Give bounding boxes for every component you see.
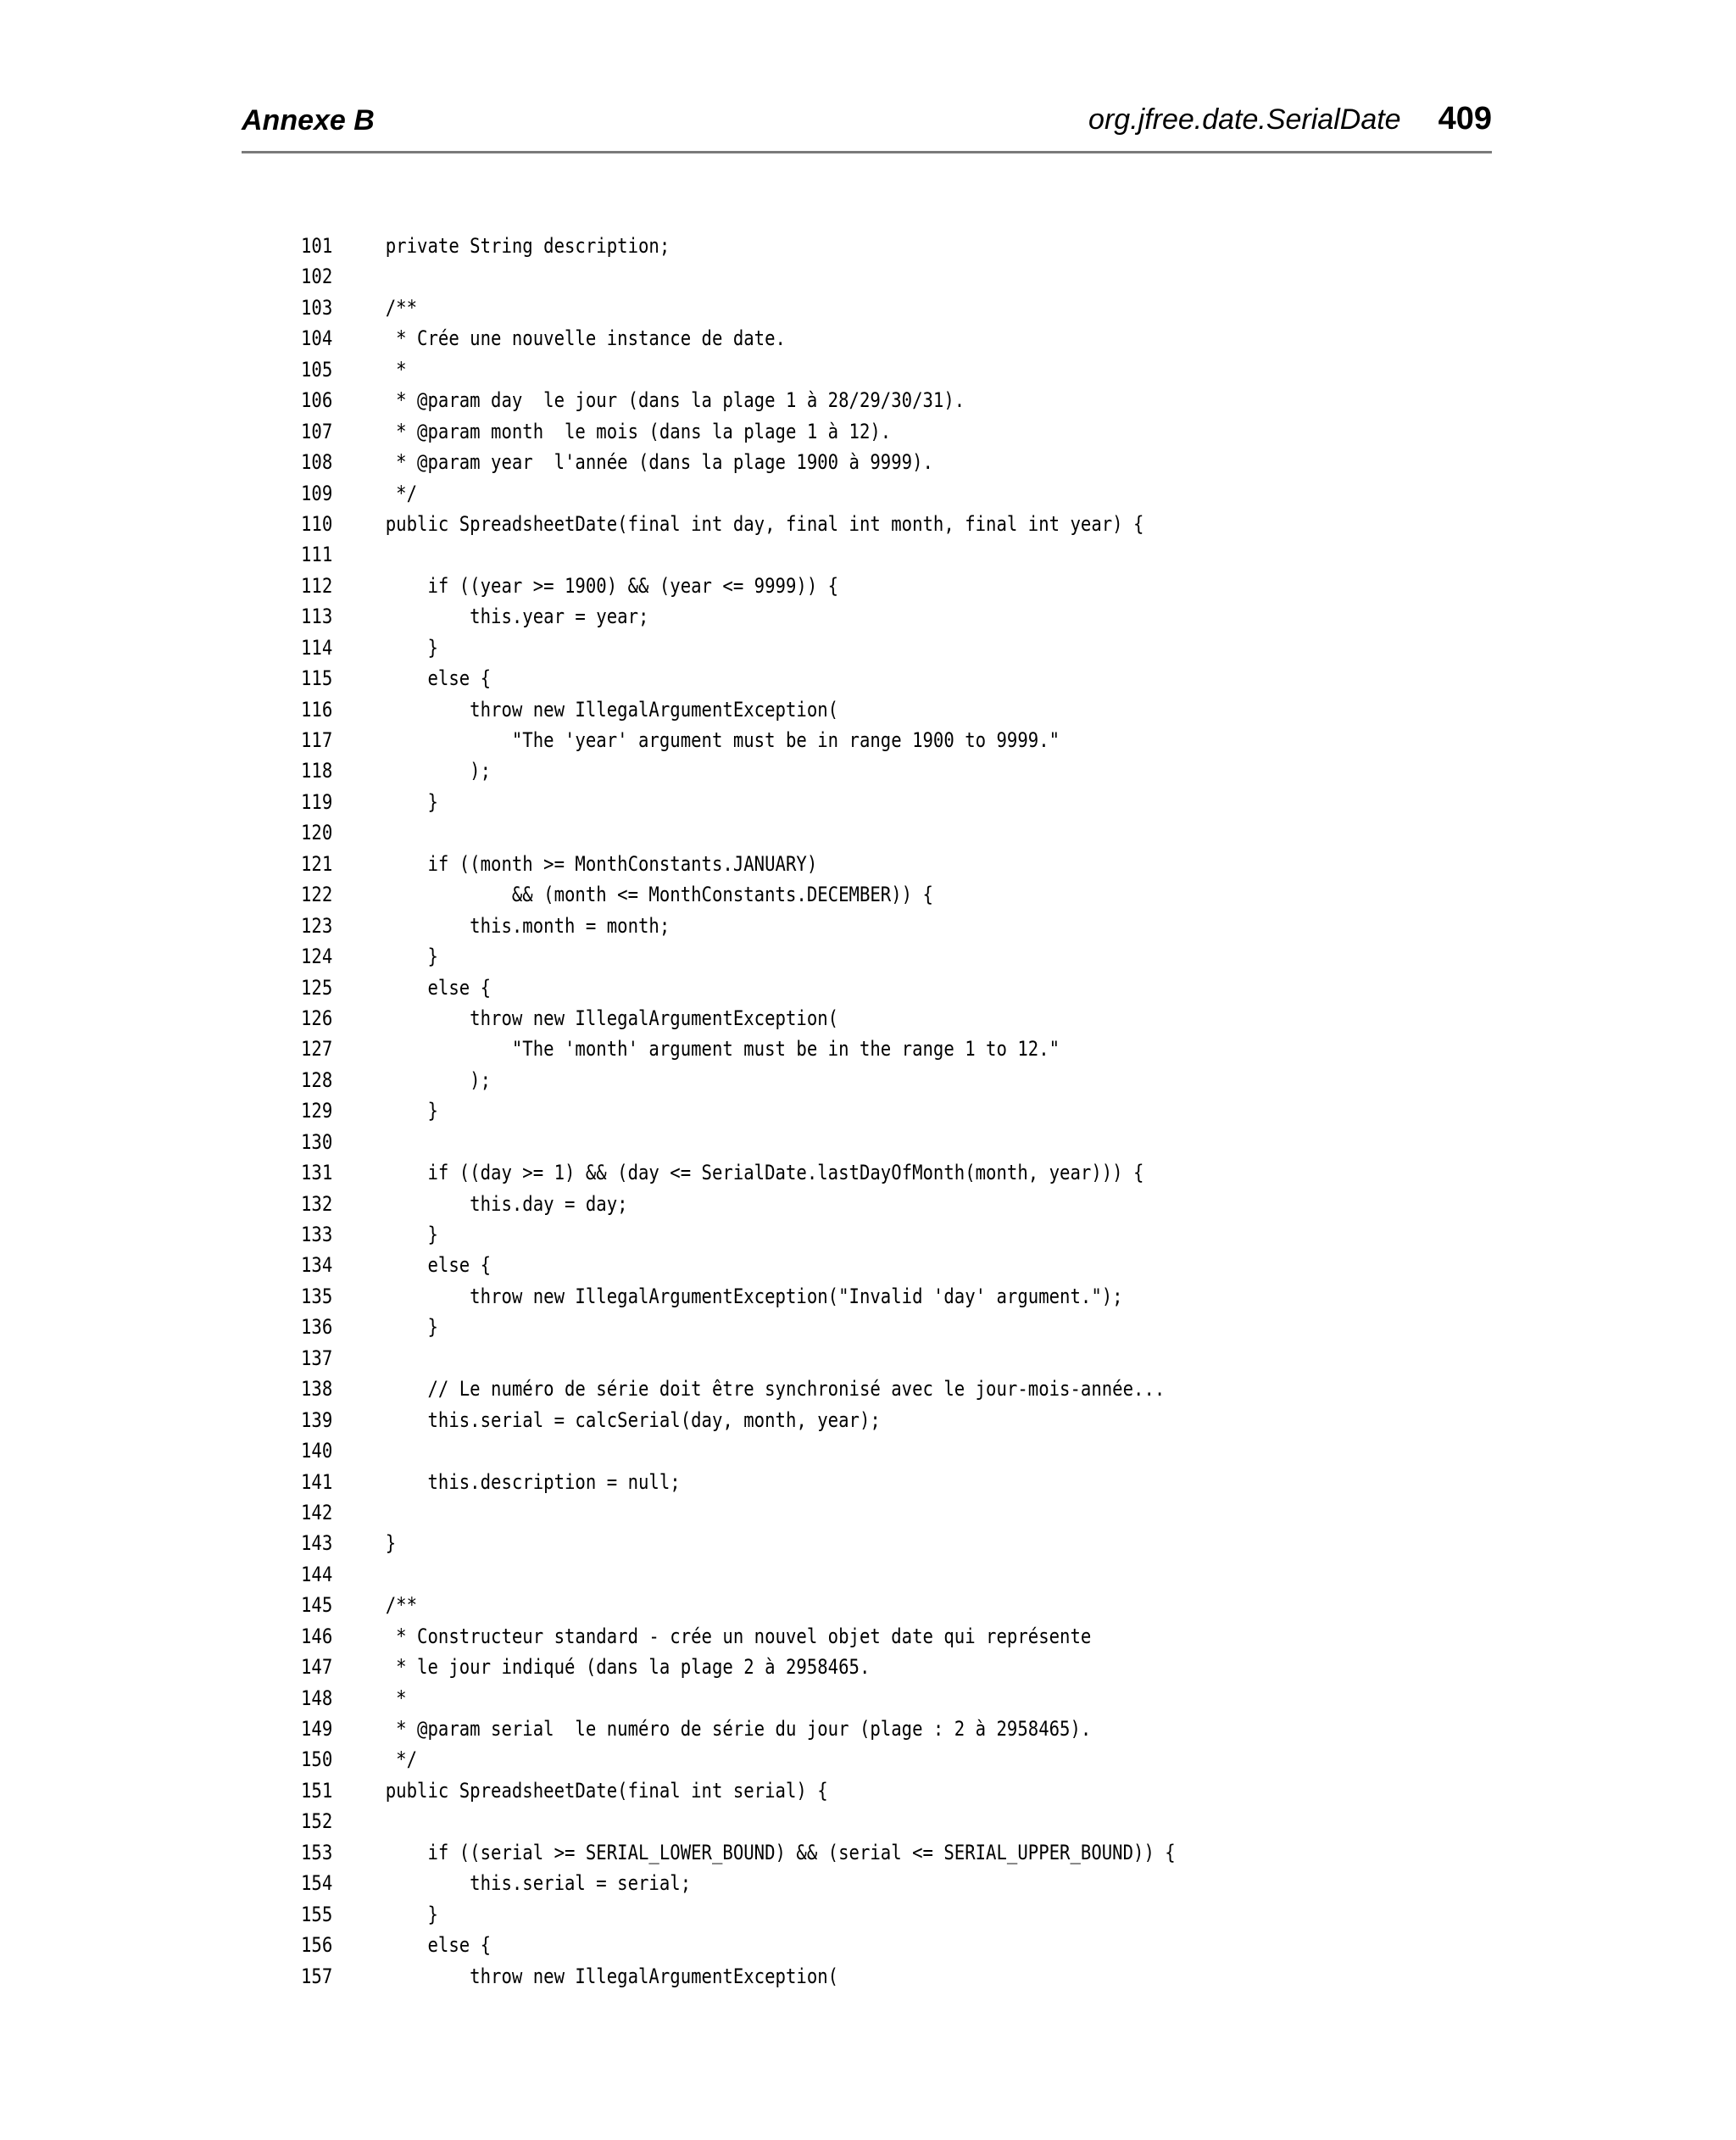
line-number: 126	[301, 1006, 333, 1030]
code-line	[301, 1528, 1380, 1558]
line-number: 113	[301, 605, 333, 629]
code-line	[301, 1343, 1380, 1374]
line-number: 107	[301, 419, 333, 443]
code-line	[301, 1899, 1380, 1930]
line-number: 102	[301, 265, 333, 289]
line-number: 148	[301, 1686, 333, 1710]
code-text: * @param month le mois (dans la plage 1 à 12).	[385, 419, 892, 443]
code-line	[301, 478, 1380, 509]
code-text: *	[385, 1686, 407, 1710]
line-number: 155	[301, 1902, 333, 1926]
code-line	[301, 1621, 1380, 1652]
code-line	[301, 261, 1380, 292]
code-text: throw new IllegalArgumentException(	[385, 697, 839, 722]
section-label: Annexe B	[242, 104, 375, 137]
running-title	[1088, 100, 1492, 138]
line-number: 150	[301, 1747, 333, 1772]
line-number: 115	[301, 666, 333, 691]
code-line	[301, 1775, 1380, 1806]
code-line	[301, 879, 1380, 910]
line-number: 104	[301, 326, 333, 351]
code-line	[301, 1374, 1380, 1404]
code-text: *	[385, 357, 407, 382]
code-text: */	[385, 1747, 418, 1772]
line-number: 138	[301, 1377, 333, 1402]
line-number: 136	[301, 1315, 333, 1340]
code-line	[301, 817, 1380, 848]
code-line	[301, 1127, 1380, 1157]
line-number: 117	[301, 728, 333, 752]
code-text: }	[385, 1902, 438, 1926]
code-text: this.serial = serial;	[385, 1871, 692, 1896]
code-text: throw new IllegalArgumentException("Invalid 'day' argument.");	[385, 1284, 1123, 1308]
code-line	[301, 539, 1380, 570]
line-number: 110	[301, 511, 333, 536]
code-line	[301, 849, 1380, 879]
code-text: );	[385, 1067, 492, 1092]
code-line	[301, 1806, 1380, 1836]
code-line	[301, 1868, 1380, 1898]
line-number: 131	[301, 1161, 333, 1185]
line-number: 112	[301, 573, 333, 598]
line-number: 108	[301, 450, 333, 475]
code-line	[301, 1652, 1380, 1682]
code-text: if ((serial >= SERIAL_LOWER_BOUND) && (serial <= SERIAL_UPPER_BOUND)) {	[385, 1840, 1176, 1864]
line-number: 146	[301, 1624, 333, 1648]
code-line	[301, 354, 1380, 385]
line-number: 116	[301, 697, 333, 722]
line-number: 132	[301, 1191, 333, 1216]
code-text: // Le numéro de série doit être synchronisé avec le jour-mois-année...	[385, 1377, 1166, 1402]
line-number: 133	[301, 1223, 333, 1246]
code-text: * @param serial le numéro de série du jour (plage : 2 à 2958465).	[385, 1717, 1092, 1741]
code-line	[301, 509, 1380, 539]
line-number: 125	[301, 975, 333, 1000]
code-line	[301, 571, 1380, 601]
code-listing	[301, 231, 1555, 1992]
code-line	[301, 1250, 1380, 1280]
code-line	[301, 755, 1380, 786]
code-line	[301, 1590, 1380, 1620]
code-line	[301, 787, 1380, 817]
code-text: * @param year l'année (dans la plage 1900 à 9999).	[385, 450, 933, 475]
code-line	[301, 1219, 1380, 1250]
line-number: 124	[301, 945, 333, 969]
line-number: 140	[301, 1439, 333, 1463]
code-text: }	[385, 1315, 438, 1340]
line-number: 141	[301, 1469, 333, 1494]
code-text: * Constructeur standard - crée un nouvel objet date qui représente	[385, 1624, 1092, 1648]
line-number: 129	[301, 1099, 333, 1123]
code-line	[301, 1467, 1380, 1497]
code-line	[301, 1961, 1380, 1992]
code-line	[301, 972, 1380, 1003]
code-line	[301, 1405, 1380, 1435]
line-number: 154	[301, 1871, 333, 1896]
code-text: if ((month >= MonthConstants.JANUARY)	[385, 851, 818, 876]
code-text: else {	[385, 975, 492, 1000]
code-text: this.month = month;	[385, 913, 670, 938]
line-number: 105	[301, 357, 333, 382]
code-text: "The 'year' argument must be in range 1900 to 9999."	[385, 728, 1060, 752]
code-line	[301, 1559, 1380, 1590]
code-line	[301, 416, 1380, 447]
line-number: 119	[301, 789, 333, 814]
code-text: && (month <= MonthConstants.DECEMBER)) {	[385, 883, 933, 907]
code-text: if ((day >= 1) && (day <= SerialDate.lastDayOfMonth(month, year))) {	[385, 1161, 1144, 1185]
code-line	[301, 633, 1380, 663]
code-text: this.serial = calcSerial(day, month, year);	[385, 1407, 881, 1432]
line-number: 157	[301, 1964, 333, 1988]
line-number: 135	[301, 1284, 333, 1308]
code-text: }	[385, 1223, 438, 1246]
code-text: }	[385, 635, 438, 660]
line-number: 142	[301, 1500, 333, 1524]
code-line	[301, 293, 1380, 323]
code-text: }	[385, 789, 438, 814]
code-text: this.day = day;	[385, 1191, 628, 1216]
code-line	[301, 1683, 1380, 1714]
code-line	[301, 694, 1380, 725]
line-number: 109	[301, 481, 333, 505]
line-number: 134	[301, 1253, 333, 1278]
code-line	[301, 385, 1380, 415]
code-text: private String description;	[385, 234, 670, 258]
line-number: 147	[301, 1655, 333, 1680]
line-number: 144	[301, 1562, 333, 1586]
code-text: if ((year >= 1900) && (year <= 9999)) {	[385, 573, 839, 598]
code-text: /**	[385, 1593, 418, 1618]
line-number: 101	[301, 234, 333, 258]
code-line	[301, 1095, 1380, 1126]
code-line	[301, 1312, 1380, 1342]
line-number: 152	[301, 1809, 333, 1834]
line-number: 122	[301, 883, 333, 907]
line-number: 127	[301, 1037, 333, 1062]
line-number: 139	[301, 1407, 333, 1432]
code-line	[301, 1714, 1380, 1744]
code-line	[301, 1003, 1380, 1034]
code-text: /**	[385, 295, 418, 320]
line-number: 153	[301, 1840, 333, 1864]
code-line	[301, 1837, 1380, 1868]
code-line	[301, 1281, 1380, 1312]
code-text: else {	[385, 1253, 492, 1278]
code-text: }	[385, 1531, 397, 1556]
line-number: 121	[301, 851, 333, 876]
code-line	[301, 1497, 1380, 1528]
code-text: * le jour indiqué (dans la plage 2 à 2958465.	[385, 1655, 871, 1680]
code-text: }	[385, 1099, 438, 1123]
code-line	[301, 1065, 1380, 1095]
code-line	[301, 941, 1380, 972]
code-line	[301, 911, 1380, 941]
page-header	[242, 93, 1492, 153]
code-line	[301, 447, 1380, 477]
code-text: else {	[385, 666, 492, 691]
code-text: throw new IllegalArgumentException(	[385, 1964, 839, 1988]
line-number: 128	[301, 1067, 333, 1092]
code-text: public SpreadsheetDate(final int serial) {	[385, 1778, 828, 1803]
line-number: 137	[301, 1346, 333, 1370]
code-text: "The 'month' argument must be in the range 1 to 12."	[385, 1037, 1060, 1062]
code-line	[301, 231, 1380, 261]
line-number: 143	[301, 1531, 333, 1556]
code-text: * @param day le jour (dans la plage 1 à 28/29/30/31).	[385, 388, 965, 413]
line-number: 106	[301, 388, 333, 413]
line-number: 130	[301, 1129, 333, 1154]
line-number: 149	[301, 1717, 333, 1741]
line-number: 118	[301, 759, 333, 783]
line-number: 120	[301, 821, 333, 845]
line-number: 114	[301, 635, 333, 660]
code-text: }	[385, 945, 438, 969]
line-number: 111	[301, 543, 333, 567]
code-text: else {	[385, 1933, 492, 1958]
code-line	[301, 663, 1380, 694]
line-number: 151	[301, 1778, 333, 1803]
code-line	[301, 1435, 1380, 1466]
code-text: this.description = null;	[385, 1469, 681, 1494]
code-text: */	[385, 481, 418, 505]
code-line	[301, 1189, 1380, 1219]
code-line	[301, 1930, 1380, 1960]
code-line	[301, 1157, 1380, 1188]
line-number: 156	[301, 1933, 333, 1958]
code-text: );	[385, 759, 492, 783]
code-line	[301, 601, 1380, 632]
code-line	[301, 1744, 1380, 1775]
code-text: throw new IllegalArgumentException(	[385, 1006, 839, 1030]
code-text: this.year = year;	[385, 605, 649, 629]
code-line	[301, 725, 1380, 755]
code-text: public SpreadsheetDate(final int day, final int month, final int year) {	[385, 511, 1144, 536]
code-text: * Crée une nouvelle instance de date.	[385, 326, 786, 351]
code-line	[301, 323, 1380, 354]
line-number: 123	[301, 913, 333, 938]
page-number: 409	[1438, 101, 1492, 137]
class-name-title: org.jfree.date.SerialDate	[1088, 103, 1401, 136]
code-line	[301, 1034, 1380, 1064]
line-number: 145	[301, 1593, 333, 1618]
line-number: 103	[301, 295, 333, 320]
